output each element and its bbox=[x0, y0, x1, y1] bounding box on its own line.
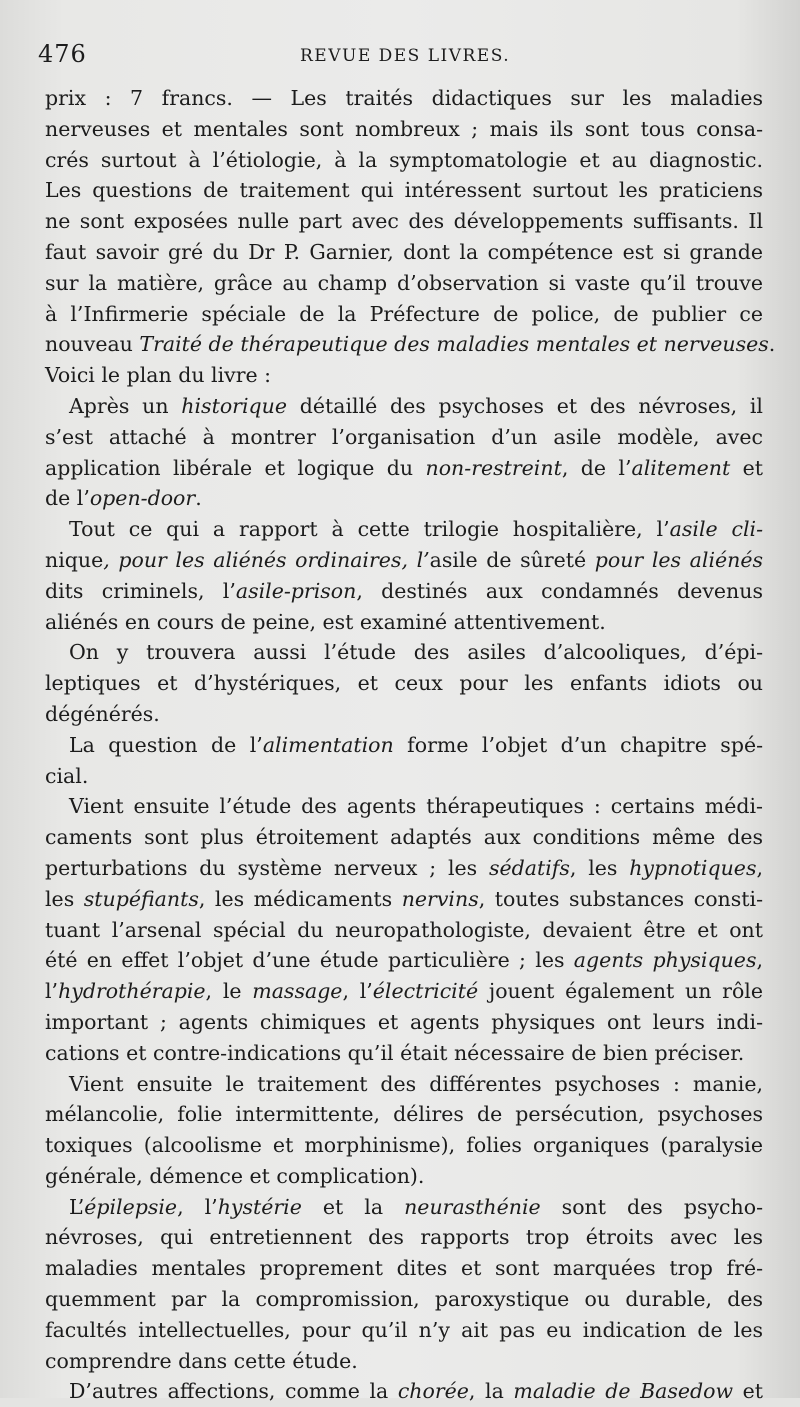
text-line bbox=[45, 1130, 763, 1161]
text-line bbox=[45, 299, 763, 330]
text-segment: de l’ bbox=[45, 486, 90, 511]
text-line bbox=[45, 1253, 763, 1284]
text-line bbox=[45, 145, 763, 176]
text-segment: dégénérés. bbox=[45, 701, 160, 726]
text-segment: , bbox=[756, 855, 763, 880]
text-line bbox=[45, 175, 763, 206]
text-line bbox=[45, 329, 776, 360]
text-line bbox=[45, 945, 763, 976]
text-line bbox=[45, 1099, 763, 1130]
italic-text: open-door bbox=[89, 486, 196, 511]
italic-text: épilepsie bbox=[84, 1194, 178, 1219]
text-segment: ne sont exposées nulle part avec des développements suffisants. Il bbox=[45, 209, 763, 234]
text-segment: leptiques et d’hystériques, et ceux pour les enfants idiots ou bbox=[45, 671, 763, 696]
italic-text: historique bbox=[181, 393, 287, 418]
text-segment: toxiques (alcoolisme et morphinisme), folies organiques (paralysie bbox=[45, 1133, 763, 1158]
text-segment: et bbox=[730, 455, 764, 480]
italic-text: hydrothérapie bbox=[58, 979, 206, 1004]
text-segment: cations et contre-indications qu’il était nécessaire de bien préciser. bbox=[45, 1040, 745, 1065]
text-line bbox=[45, 791, 763, 822]
text-segment: détaillé des psychoses et des névroses, il bbox=[286, 393, 763, 418]
text-segment: On y trouvera aussi l’étude des asiles d’alcooliques, d’épi- bbox=[69, 640, 763, 665]
text-line bbox=[45, 1038, 763, 1069]
text-segment: prix : 7 francs. — Les traités didactiques sur les maladies bbox=[45, 86, 763, 110]
text-segment: à l’Infirmerie spéciale de la Préfecture de police, de publier ce bbox=[45, 301, 763, 326]
italic-text: massage bbox=[252, 979, 343, 1004]
text-segment: mélancolie, folie intermittente, délires de persécution, psychoses bbox=[45, 1102, 763, 1127]
page-number: 476 bbox=[38, 40, 87, 68]
text-segment: L’ bbox=[69, 1194, 85, 1219]
text-segment: Les questions de traitement qui intéressent surtout les praticiens bbox=[45, 178, 763, 203]
text-line bbox=[45, 730, 763, 761]
text-segment: Vient ensuite l’étude des agents thérapeutiques : certains médi- bbox=[69, 794, 763, 819]
italic-text: stupéfiants bbox=[83, 886, 199, 911]
text-segment: , l’ bbox=[177, 1194, 218, 1219]
text-line bbox=[45, 1284, 763, 1315]
italic-text: Traité de thérapeutique des maladies mentales et nerveuses bbox=[139, 332, 769, 357]
italic-text: chorée bbox=[397, 1379, 469, 1404]
text-line bbox=[45, 514, 763, 545]
italic-text: agents physiques bbox=[573, 948, 757, 973]
text-line bbox=[45, 453, 763, 484]
text-segment: générale, démence et complication). bbox=[45, 1163, 425, 1188]
text-line bbox=[45, 1192, 763, 1223]
text-segment: quemment par la compromission, paroxystique ou durable, des bbox=[45, 1287, 763, 1312]
text-line bbox=[45, 483, 763, 514]
italic-text: asile-prison bbox=[235, 578, 357, 603]
text-segment: . bbox=[768, 332, 776, 357]
text-line bbox=[45, 822, 763, 853]
italic-text: nervins bbox=[401, 886, 479, 911]
text-segment: La question de l’ bbox=[69, 732, 263, 757]
text-line bbox=[45, 576, 763, 607]
text-segment: jouent également un rôle bbox=[478, 979, 763, 1004]
text-line bbox=[45, 1222, 763, 1253]
text-line bbox=[45, 83, 763, 114]
text-segment: Voici le plan du livre : bbox=[45, 363, 272, 388]
text-line bbox=[45, 1069, 763, 1100]
text-segment: , le bbox=[205, 979, 253, 1004]
text-segment: sur la matière, grâce au champ d’observation si vaste qu’il trouve bbox=[45, 270, 763, 295]
italic-text: sédatifs bbox=[488, 855, 570, 880]
text-segment: tuant l’arsenal spécial du neuropathologiste, devaient être et ont bbox=[45, 917, 763, 942]
text-segment: cial. bbox=[45, 763, 89, 788]
text-segment: nique bbox=[45, 547, 104, 572]
text-line bbox=[45, 391, 763, 422]
text-line bbox=[45, 360, 763, 391]
text-segment: dits criminels, l’ bbox=[45, 578, 236, 603]
text-segment: et la bbox=[301, 1194, 405, 1219]
text-segment: faut savoir gré du Dr P. Garnier, dont la compétence est si grande bbox=[45, 239, 763, 264]
italic-text: neurasthénie bbox=[404, 1194, 541, 1219]
text-line bbox=[45, 699, 763, 730]
text-line bbox=[45, 668, 763, 699]
text-segment: comprendre dans cette étude. bbox=[45, 1348, 358, 1373]
text-segment: , les bbox=[569, 855, 630, 880]
text-segment: maladies mentales proprement dites et sont marquées trop fré- bbox=[45, 1256, 763, 1281]
text-segment: Vient ensuite le traitement des différentes psychoses : manie, bbox=[69, 1071, 763, 1096]
text-segment: important ; agents chimiques et agents physiques ont leurs indi- bbox=[45, 1009, 763, 1034]
text-line bbox=[45, 422, 763, 453]
text-line bbox=[45, 268, 763, 299]
text-segment: aliénés en cours de peine, est examiné attentivement. bbox=[45, 609, 606, 634]
page-header bbox=[38, 40, 778, 74]
italic-text: hystérie bbox=[217, 1194, 302, 1219]
text-segment: nouveau bbox=[45, 332, 140, 357]
text-line bbox=[45, 637, 763, 668]
text-line bbox=[45, 761, 763, 792]
text-segment: caments sont plus étroitement adaptés aux conditions même des bbox=[45, 825, 763, 850]
italic-text: asile cli- bbox=[669, 517, 764, 542]
text-line bbox=[45, 1315, 763, 1346]
text-line bbox=[45, 114, 763, 145]
text-segment: crés surtout à l’étiologie, à la symptomatologie et au diagnostic. bbox=[45, 147, 763, 172]
italic-text: pour les aliénés bbox=[586, 547, 763, 572]
text-segment: l’ bbox=[45, 979, 59, 1004]
running-head: REVUE DES LIVRES. bbox=[300, 46, 511, 66]
text-segment: Tout ce qui a rapport à cette trilogie hospitalière, l’ bbox=[69, 517, 670, 542]
text-line bbox=[45, 206, 763, 237]
text-segment: , les médicaments bbox=[198, 886, 402, 911]
text-segment: , l’ bbox=[342, 979, 373, 1004]
italic-text: , pour les aliénés ordinaires, l’ bbox=[103, 547, 430, 572]
text-segment: application libérale et logique du bbox=[45, 455, 426, 480]
text-segment: et bbox=[733, 1379, 763, 1404]
text-segment: , la bbox=[468, 1379, 514, 1404]
text-segment: D’autres affections, comme la bbox=[69, 1379, 398, 1404]
text-segment: . bbox=[195, 486, 202, 511]
text-segment: nerveuses et mentales sont nombreux ; mais ils sont tous consa- bbox=[45, 116, 763, 141]
body-text bbox=[45, 83, 776, 1407]
text-segment: perturbations du système nerveux ; les bbox=[45, 855, 489, 880]
text-line bbox=[45, 1346, 763, 1377]
text-segment: , toutes substances consti- bbox=[478, 886, 763, 911]
text-segment: les bbox=[45, 886, 84, 911]
text-segment: , bbox=[756, 948, 763, 973]
text-segment: été en effet l’objet d’une étude particulière ; les bbox=[45, 948, 574, 973]
text-segment: s’est attaché à montrer l’organisation d’un asile modèle, avec bbox=[45, 424, 763, 449]
text-line bbox=[45, 915, 763, 946]
italic-text: hypnotiques bbox=[629, 855, 757, 880]
text-line bbox=[45, 1376, 763, 1407]
text-line bbox=[45, 884, 763, 915]
italic-text: maladie de Basedow bbox=[513, 1379, 734, 1404]
text-line bbox=[45, 853, 763, 884]
text-line bbox=[45, 976, 763, 1007]
text-segment: sont des psycho- bbox=[540, 1194, 764, 1219]
text-line bbox=[45, 237, 763, 268]
italic-text: électricité bbox=[372, 979, 479, 1004]
text-line bbox=[45, 607, 763, 638]
text-segment: forme l’objet d’un chapitre spé- bbox=[393, 732, 763, 757]
text-segment: asile de sûreté bbox=[429, 547, 587, 572]
text-line bbox=[45, 545, 763, 576]
text-segment: facultés intellectuelles, pour qu’il n’y ait pas eu indication de les bbox=[45, 1317, 763, 1342]
text-line bbox=[45, 1161, 763, 1192]
italic-text: non-restreint bbox=[425, 455, 562, 480]
text-line bbox=[45, 1007, 763, 1038]
italic-text: alimentation bbox=[262, 732, 394, 757]
text-segment: névroses, qui entretiennent des rapports trop étroits avec les bbox=[45, 1225, 763, 1250]
text-segment: , de l’ bbox=[561, 455, 632, 480]
italic-text: alitement bbox=[631, 455, 731, 480]
text-segment: , destinés aux condamnés devenus bbox=[356, 578, 763, 603]
text-segment: Après un bbox=[69, 393, 182, 418]
